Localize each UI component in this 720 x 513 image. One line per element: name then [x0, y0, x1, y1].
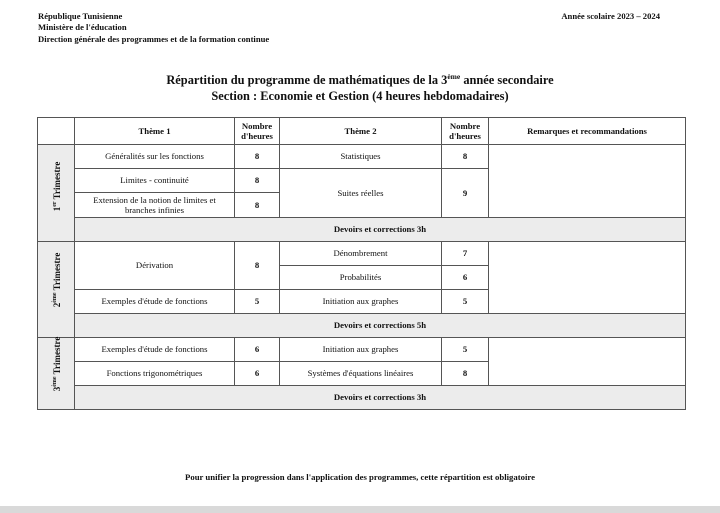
ministry-line: Ministère de l'éducation: [38, 22, 127, 33]
republic-line: République Tunisienne: [38, 11, 123, 21]
table-row: [38, 145, 686, 169]
hours2-cell: 5: [442, 338, 489, 362]
remarks-cell: [489, 338, 686, 386]
remarks-cell: [489, 145, 686, 218]
devoirs-cell: Devoirs et corrections 5h: [75, 314, 686, 338]
bottom-edge: [0, 506, 720, 513]
devoirs-row: [38, 314, 686, 338]
hours2-cell: 9: [442, 169, 489, 218]
theme2-cell: Statistiques: [280, 145, 442, 169]
theme1-cell: Généralités sur les fonctions: [75, 145, 235, 169]
table-row: [38, 242, 686, 266]
corner-cell: [38, 118, 75, 145]
page-subtitle: Section : Economie et Gestion (4 heures hebdomadaires): [211, 89, 509, 103]
hours1-cell: 8: [235, 169, 280, 193]
page-title: Répartition du programme de mathématiques de la 3ème année secondaire: [166, 72, 554, 87]
institution-header: [38, 11, 269, 45]
header-hours1: Nombre d'heures: [235, 118, 280, 145]
devoirs-row: [38, 386, 686, 410]
theme1-cell: Fonctions trigonométriques: [75, 362, 235, 386]
theme1-cell: Exemples d'étude de fonctions: [75, 338, 235, 362]
theme1-cell: Exemples d'étude de fonctions: [75, 290, 235, 314]
header-remarks: Remarques et recommandations: [489, 118, 686, 145]
devoirs-cell: Devoirs et corrections 3h: [75, 386, 686, 410]
hours1-cell: 6: [235, 362, 280, 386]
program-table: [37, 117, 686, 410]
hours2-cell: 5: [442, 290, 489, 314]
devoirs-cell: Devoirs et corrections 3h: [75, 218, 686, 242]
header-theme2: Thème 2: [280, 118, 442, 145]
theme2-cell: Suites réelles: [280, 169, 442, 218]
theme1-cell: Limites - continuité: [75, 169, 235, 193]
trimester-2-label: 2ème Trimestre: [38, 242, 75, 338]
remarks-cell: [489, 242, 686, 314]
table-row: [38, 338, 686, 362]
school-year: Année scolaire 2023 – 2024: [561, 11, 660, 21]
direction-line: Direction générale des programmes et de la formation continue: [38, 33, 270, 44]
hours1-cell: 8: [235, 242, 280, 290]
header-theme1: Thème 1: [75, 118, 235, 145]
theme2-cell: Probabilités: [280, 266, 442, 290]
theme2-cell: Initiation aux graphes: [280, 290, 442, 314]
theme2-cell: Initiation aux graphes: [280, 338, 442, 362]
table-header-row: [38, 118, 686, 145]
trimester-1-label: 1er Trimestre: [38, 145, 75, 242]
hours1-cell: 6: [235, 338, 280, 362]
hours2-cell: 6: [442, 266, 489, 290]
hours2-cell: 7: [442, 242, 489, 266]
hours1-cell: 5: [235, 290, 280, 314]
hours2-cell: 8: [442, 362, 489, 386]
footer-note: Pour unifier la progression dans l'application des programmes, cette répartition est obligatoire: [185, 472, 535, 482]
theme2-cell: Systèmes d'équations linéaires: [280, 362, 442, 386]
trimester-3-label: 3ème Trimestre: [38, 338, 75, 410]
devoirs-row: [38, 218, 686, 242]
hours1-cell: 8: [235, 145, 280, 169]
hours1-cell: 8: [235, 193, 280, 218]
header-hours2: Nombre d'heures: [442, 118, 489, 145]
hours2-cell: 8: [442, 145, 489, 169]
theme2-cell: Dénombrement: [280, 242, 442, 266]
theme1-cell: Extension de la notion de limites et branches infinies: [75, 193, 235, 218]
theme1-cell: Dérivation: [75, 242, 235, 290]
